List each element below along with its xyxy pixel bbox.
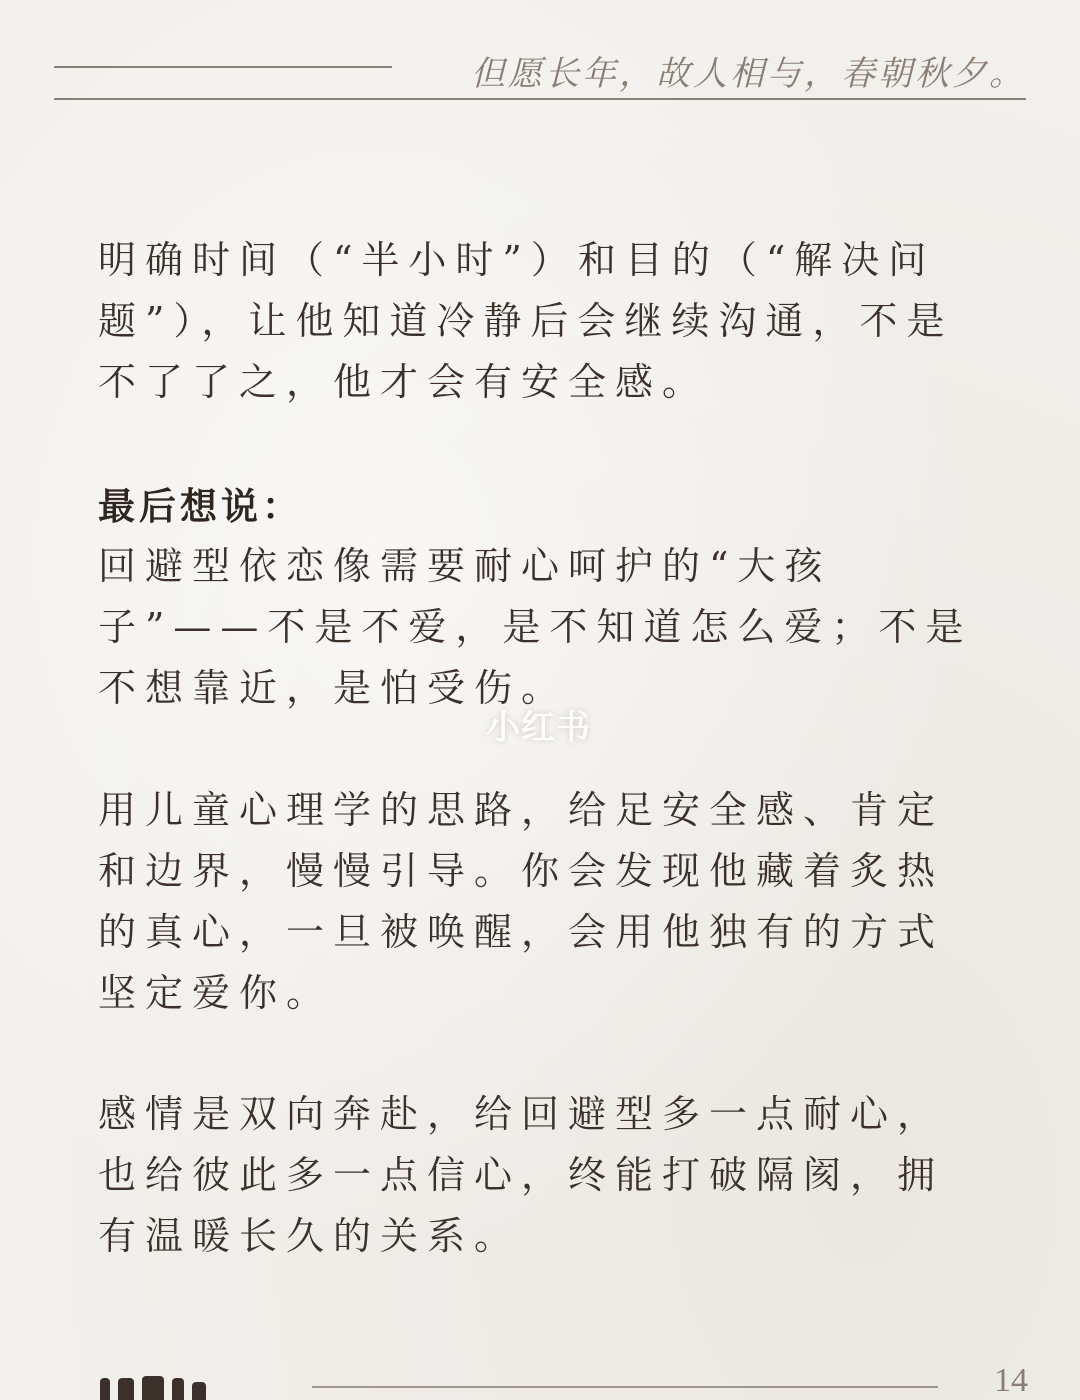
paragraph-1: 明确时间（“半小时”）和目的（“解决问题”），让他知道冷静后会继续沟通，不是不了了之，他才会有安全感。 bbox=[98, 238, 954, 404]
header-motto: 但愿长年，故人相与，春朝秋夕。 bbox=[471, 54, 1026, 94]
footer-rule bbox=[312, 1386, 938, 1388]
footer-deco-mark bbox=[172, 1378, 184, 1400]
footer-deco-mark bbox=[142, 1376, 164, 1400]
paragraph-4: 感情是双向奔赴，给回避型多一点耐心，也给彼此多一点信心，终能打破隔阂，拥有温暖长久的关系。 bbox=[98, 1092, 945, 1258]
page-number: 14 bbox=[994, 1362, 1028, 1399]
footer-deco-mark bbox=[118, 1378, 134, 1400]
header-top-rule bbox=[54, 66, 392, 68]
footer-deco-mark bbox=[100, 1378, 110, 1400]
xiaohongshu-watermark: 小红书 bbox=[486, 708, 591, 748]
footer-deco-mark bbox=[192, 1382, 206, 1400]
footer-decoration bbox=[100, 1374, 270, 1400]
header-bottom-rule bbox=[54, 98, 1026, 100]
paragraph-2: 回避型依恋像需要耐心呵护的“大孩子”——不是不爱，是不知道怎么爱；不是不想靠近，是怕受伤。 bbox=[98, 544, 973, 710]
paragraph-3: 用儿童心理学的思路，给足安全感、肯定和边界，慢慢引导。你会发现他藏着炙热的真心，一旦被唤醒，会用他独有的方式坚定爱你。 bbox=[98, 788, 945, 1015]
closing-heading: 最后想说： bbox=[98, 484, 303, 528]
